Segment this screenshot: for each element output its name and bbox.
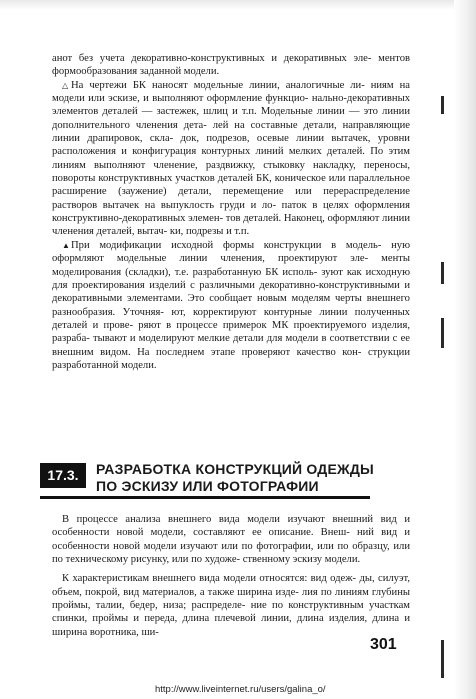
text-line: или по образцу, или по техническому рисунку, или по художе- bbox=[52, 540, 410, 566]
text-line: лей на составные детали, направляющие линии драпировок, склa- bbox=[52, 119, 410, 145]
margin-mark bbox=[441, 318, 444, 348]
section-title bbox=[96, 461, 376, 495]
text-line: сообщает новым моделям черты внешнего разнообразия. Уточняя- bbox=[52, 293, 410, 318]
margin-mark bbox=[441, 96, 444, 114]
text-line: струкции разработанной модели. bbox=[52, 346, 411, 371]
text-line: тов деталей. Наконец, оформляют линии членения деталей, вытач- bbox=[52, 213, 410, 238]
text-line: На чертежи БК наносят модельные линии, аналогичные ли- bbox=[71, 79, 365, 91]
text-line: лия по линиям глубины проймы, талии, бедер, низа; распределе- bbox=[52, 586, 410, 612]
text-line: В процессе анализа внешнего вида модели изучают внешний bbox=[62, 514, 374, 525]
paragraph-analysis bbox=[52, 513, 410, 566]
text-line: нально-декоративных элементов деталей — застежек, шлиц и т.п. bbox=[52, 93, 410, 118]
text-line: При модификации исходной формы конструкции в модель- bbox=[71, 239, 382, 251]
text-line: повороты конструктивных участков деталей БК, коническое или bbox=[52, 173, 346, 185]
triangle-filled-icon: ▲ bbox=[62, 240, 70, 250]
text-line: ственному эскизу модели. bbox=[242, 554, 361, 566]
page-number: 301 bbox=[370, 636, 397, 653]
section-body-text bbox=[52, 513, 410, 639]
text-line: паток в целях оформления конструктивно-декоративных элемен- bbox=[52, 199, 410, 225]
text-line: параллельное расширение (заужение) детали, перемещение или bbox=[52, 173, 411, 198]
text-line: декоративно-конструктивными и декоративными элементами. Это bbox=[52, 279, 410, 305]
section-title-line: РАЗРАБОТКА КОНСТРУКЦИЙ ОДЕЖДЫ bbox=[96, 461, 374, 477]
text-line: ментов формообразования заданной модели. bbox=[52, 53, 410, 78]
margin-mark bbox=[441, 262, 444, 284]
text-line: зуют как исходную для проектирования изделий с различными bbox=[52, 266, 411, 291]
text-line: Модельные линии — это линии дополнительного членения дета- bbox=[52, 106, 410, 131]
section-rule bbox=[40, 496, 370, 499]
text-line: ряют в процессе примерок МК проектируемого изделия, разраба- bbox=[52, 319, 410, 345]
paragraph-model-lines bbox=[52, 79, 410, 239]
section-title-line: ПО ЭСКИЗУ ИЛИ ФОТОГРАФИИ bbox=[96, 478, 319, 494]
text-line: ние по конструктивным участкам спинки, проймы и переда, длина bbox=[52, 600, 411, 625]
text-line: ниям на модели или эскизе, и выполняют оформление функцио- bbox=[52, 79, 410, 105]
scan-edge-top bbox=[0, 0, 476, 10]
page-body-text bbox=[52, 52, 410, 372]
text-line: перераспределение растворов вытачек на выпуклость груди и ло- bbox=[52, 186, 410, 211]
text-line: ют, корректируют контурные линии полученных деталей и прове- bbox=[52, 306, 410, 331]
text-line: тывают и моделируют мелкие детали для модели в соответствии с bbox=[93, 333, 398, 345]
margin-mark bbox=[441, 640, 444, 678]
text-line: ки, подрезы и т.п. bbox=[169, 226, 250, 238]
paragraph-characteristics bbox=[52, 572, 410, 639]
footer-url[interactable]: http://www.liveinternet.ru/users/galina_o/ bbox=[155, 684, 326, 695]
text-line: ний вид и особенности новой модели изучают или по фотографии, bbox=[52, 527, 410, 552]
text-line: ную оформляют модельные линии членения, проектируют эле- bbox=[52, 239, 410, 265]
text-line: ее внешним видом. На последнем этапе проверяют качество кон- bbox=[52, 333, 410, 358]
paragraph-continuation bbox=[52, 52, 410, 79]
text-line: ды, силуэт, объем, покрой, вид материалов, а также ширина изде- bbox=[52, 573, 410, 598]
section-number-badge: 17.3. bbox=[40, 463, 86, 488]
text-line: К характеристикам внешнего вида модели относятся: вид одеж- bbox=[62, 573, 357, 585]
scan-edge-right bbox=[454, 0, 476, 699]
text-line: конфигурация контурных линий мелких деталей. По этим линиям bbox=[52, 146, 410, 171]
triangle-outline-icon: △ bbox=[62, 80, 69, 90]
text-line: плечевой линии, длина изделия, длина и ширина воротника, ши- bbox=[52, 613, 410, 638]
text-line: анот без учета декоративно-конструктивных и декоративных эле- bbox=[52, 53, 372, 64]
text-line: выполняют членение, раздвижку, стыковку накладку, переносы, bbox=[94, 159, 410, 171]
text-line: док, подрезов, осевые линии вытачек, уровни расположения и bbox=[52, 133, 410, 158]
text-line: менты моделирования (складки), т.е. разработанную БК исполь- bbox=[52, 253, 410, 278]
text-line: вид и особенности новой модели, составляют ее описание. Внеш- bbox=[52, 514, 410, 539]
paragraph-modification bbox=[52, 239, 410, 372]
